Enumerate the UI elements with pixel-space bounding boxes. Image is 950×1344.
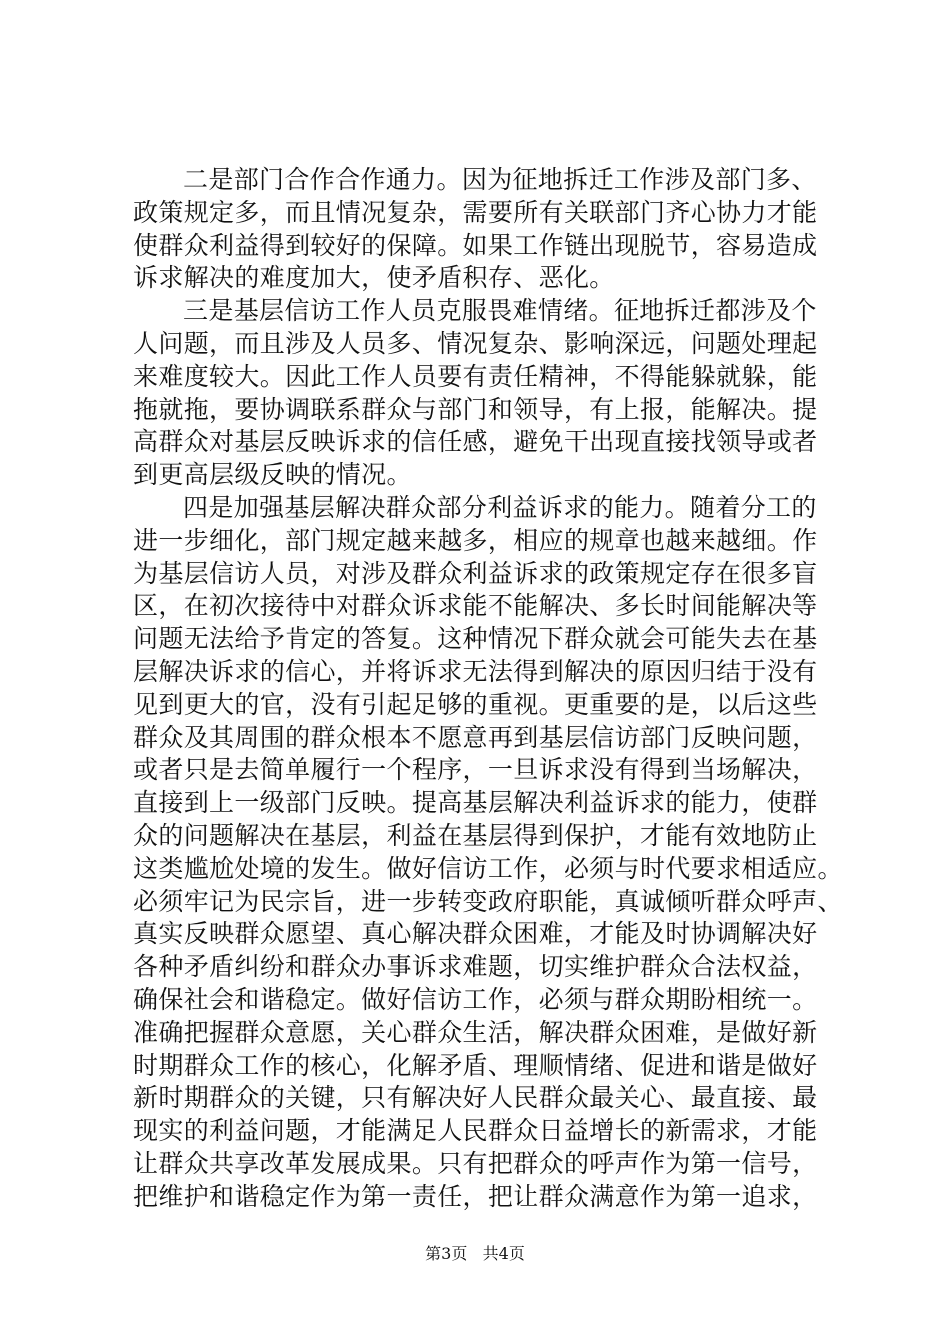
paragraph-first-line: 四是加强基层解决群众部分利益诉求的能力。随着分工的 <box>183 492 817 522</box>
text-line: 来难度较大。因此工作人员要有责任精神，不得能躲就躲，能 <box>133 361 818 391</box>
text-line: 时期群众工作的核心，化解矛盾、理顺情绪、促进和谐是做好 <box>133 1050 818 1080</box>
text-line: 这类尴尬处境的发生。做好信访工作，必须与时代要求相适应。 <box>133 853 843 883</box>
page-total: 共4页 <box>482 1244 525 1263</box>
text-line: 诉求解决的难度加大，使矛盾积存、恶化。 <box>133 263 615 293</box>
text-line: 人问题，而且涉及人员多、情况复杂、影响深远，问题处理起 <box>133 328 818 358</box>
text-line: 区，在初次接待中对群众诉求能不能解决、多长时间能解决等 <box>133 591 818 621</box>
text-line: 准确把握群众意愿，关心群众生活，解决群众困难，是做好新 <box>133 1017 818 1047</box>
text-line: 确保社会和谐稳定。做好信访工作，必须与群众期盼相统一。 <box>133 984 818 1014</box>
footer-gap <box>472 1244 477 1263</box>
text-line: 把维护和谐稳定作为第一责任，把让群众满意作为第一追求， <box>133 1181 818 1211</box>
text-line: 新时期群众的关键，只有解决好人民群众最关心、最直接、最 <box>133 1083 818 1113</box>
paragraph-first-line: 二是部门合作合作通力。因为征地拆迁工作涉及部门多、 <box>183 165 817 194</box>
document-body <box>133 164 843 1214</box>
text-line: 真实反映群众愿望、真心解决群众困难，才能及时协调解决好 <box>133 919 818 949</box>
text-line: 群众及其周围的群众根本不愿意再到基层信访部门反映问题， <box>133 722 818 752</box>
text-line: 见到更大的官，没有引起足够的重视。更重要的是，以后这些 <box>133 689 818 719</box>
text-line: 拖就拖，要协调联系群众与部门和领导，有上报，能解决。提 <box>133 394 818 424</box>
text-line: 让群众共享改革发展成果。只有把群众的呼声作为第一信号， <box>133 1148 818 1178</box>
text-line: 现实的利益问题，才能满足人民群众日益增长的新需求，才能 <box>133 1116 818 1146</box>
text-line: 或者只是去简单履行一个程序，一旦诉求没有得到当场解决， <box>133 755 818 785</box>
text-line: 政策规定多，而且情况复杂，需要所有关联部门齐心协力才能 <box>133 197 818 227</box>
text-line: 进一步细化，部门规定越来越多，相应的规章也越来越细。作 <box>133 525 818 555</box>
text-line: 层解决诉求的信心，并将诉求无法得到解决的原因归结于没有 <box>133 656 818 686</box>
text-line: 使群众利益得到较好的保障。如果工作链出现脱节，容易造成 <box>133 230 818 260</box>
text-line: 必须牢记为民宗旨，进一步转变政府职能，真诚倾听群众呼声、 <box>133 886 843 916</box>
text-line: 各种矛盾纠纷和群众办事诉求难题，切实维护群众合法权益， <box>133 952 818 982</box>
text-line: 直接到上一级部门反映。提高基层解决利益诉求的能力，使群 <box>133 788 818 818</box>
page-number: 第3页 <box>425 1244 468 1263</box>
text-line: 到更高层级反映的情况。 <box>133 460 412 490</box>
text-line: 问题无法给予肯定的答复。这种情况下群众就会可能失去在基 <box>133 624 818 654</box>
text-line: 为基层信访人员，对涉及群众利益诉求的政策规定存在很多盲 <box>133 558 818 588</box>
text-line: 众的问题解决在基层，利益在基层得到保护，才能有效地防止 <box>133 820 818 850</box>
paragraph-first-line: 三是基层信访工作人员克服畏难情绪。征地拆迁都涉及个 <box>183 296 817 326</box>
page-footer <box>0 1244 950 1264</box>
text-line: 高群众对基层反映诉求的信任感，避免干出现直接找领导或者 <box>133 427 818 457</box>
